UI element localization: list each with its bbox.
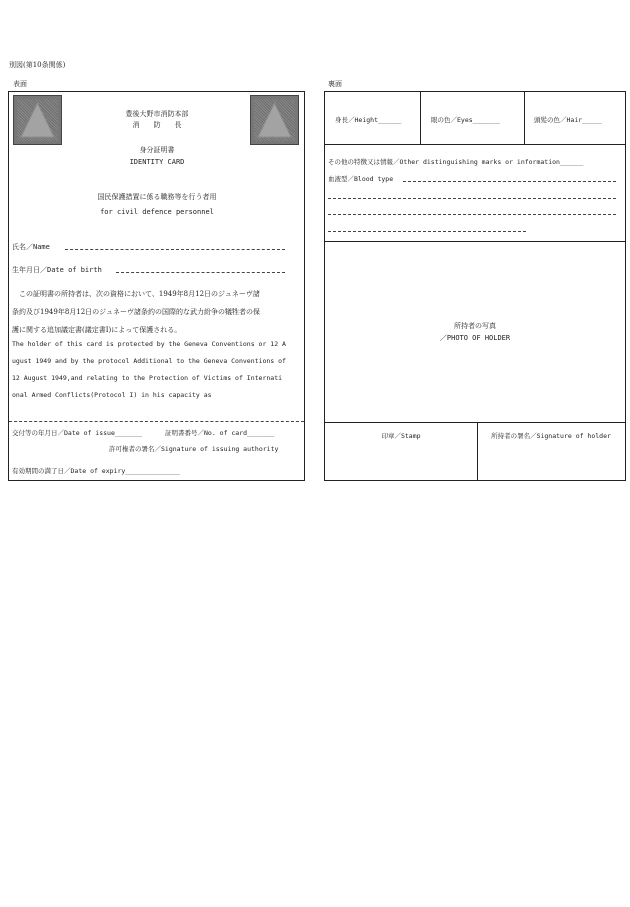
issue-date-label: 交付等の年月日／Date of issue_______ (12, 429, 143, 437)
civil-defence-emblem-right (250, 95, 299, 145)
photo-label-ja: 所持者の写真 (454, 322, 496, 330)
dob-field-line (116, 272, 285, 273)
issuing-authority-signature-label: 許可権者の署名／Signature of issuing authority (109, 445, 279, 453)
purpose-ja: 国民保護措置に係る職務等を行う者用 (97, 193, 217, 201)
issuer-title: 消 防 長 (132, 121, 182, 129)
civil-defence-emblem-left (13, 95, 62, 145)
statement-ja-line1: この証明書の所持者は、次の資格において、1949年8月12日のジュネーヴ諸 (12, 290, 260, 298)
eyes-label: 眼の色／Eyes_______ (431, 116, 501, 124)
dob-label: 生年月日／Date of birth (12, 266, 102, 274)
statement-en-line2: ugust 1949 and by the protocol Additional to the Geneva Conventions of (12, 357, 286, 365)
other-info-line-1 (328, 198, 616, 199)
back-row-divider-3 (325, 422, 625, 423)
other-marks-label: その他の特徴又は情報／Other distinguishing marks or information______ (328, 158, 584, 166)
statement-en-line1: The holder of this card is protected by the Geneva Conventions or 12 A (12, 340, 286, 348)
back-row-divider-1 (325, 144, 625, 145)
height-label: 身長／Height______ (335, 116, 402, 124)
front-side-label: 表面 (13, 80, 27, 88)
back-side-label: 裏面 (328, 80, 342, 88)
statement-ja-line2: 条約及び1949年8月12日のジュネーヴ諸条約の国際的な武力紛争の犠牲者の保 (12, 308, 261, 316)
card-title-en: IDENTITY CARD (129, 158, 185, 166)
hair-label: 頭髪の色／Hair_____ (534, 116, 602, 124)
front-divider (9, 421, 304, 422)
stamp-label: 印章／Stamp (381, 432, 421, 440)
statement-en-line4: onal Armed Conflicts(Protocol I) in his capacity as (12, 391, 212, 399)
purpose-en: for civil defence personnel (100, 208, 214, 216)
back-col-divider-2 (524, 92, 525, 144)
card-title-ja: 身分証明書 (139, 146, 175, 154)
expiry-date-label: 有効期間の満了日／Date of expiry______________ (12, 467, 181, 475)
front-card (8, 91, 305, 481)
statement-ja-line3: 護に関する追加議定書(議定書Ⅰ)によって保護される。 (12, 326, 182, 334)
back-row-divider-2 (325, 241, 625, 242)
other-info-line-3 (328, 231, 526, 232)
issuer-name: 豊後大野市消防本部 (125, 110, 189, 118)
appendix-label: 別図(第10条関係) (9, 61, 66, 69)
name-field-line (65, 249, 285, 250)
name-label: 氏名／Name (12, 243, 50, 251)
card-number-label: 証明書番号／No. of card_______ (165, 429, 275, 437)
blood-type-field-line (403, 181, 616, 182)
holder-signature-label: 所持者の署名／Signature of holder (491, 432, 611, 440)
back-col-divider-1 (420, 92, 421, 144)
other-info-line-2 (328, 214, 616, 215)
statement-en-line3: 12 August 1949,and relating to the Protection of Victims of Internati (12, 374, 283, 382)
blood-type-label: 血液型／Blood type (328, 175, 394, 183)
photo-label-en: ／PHOTO OF HOLDER (439, 334, 511, 342)
back-card (324, 91, 626, 481)
